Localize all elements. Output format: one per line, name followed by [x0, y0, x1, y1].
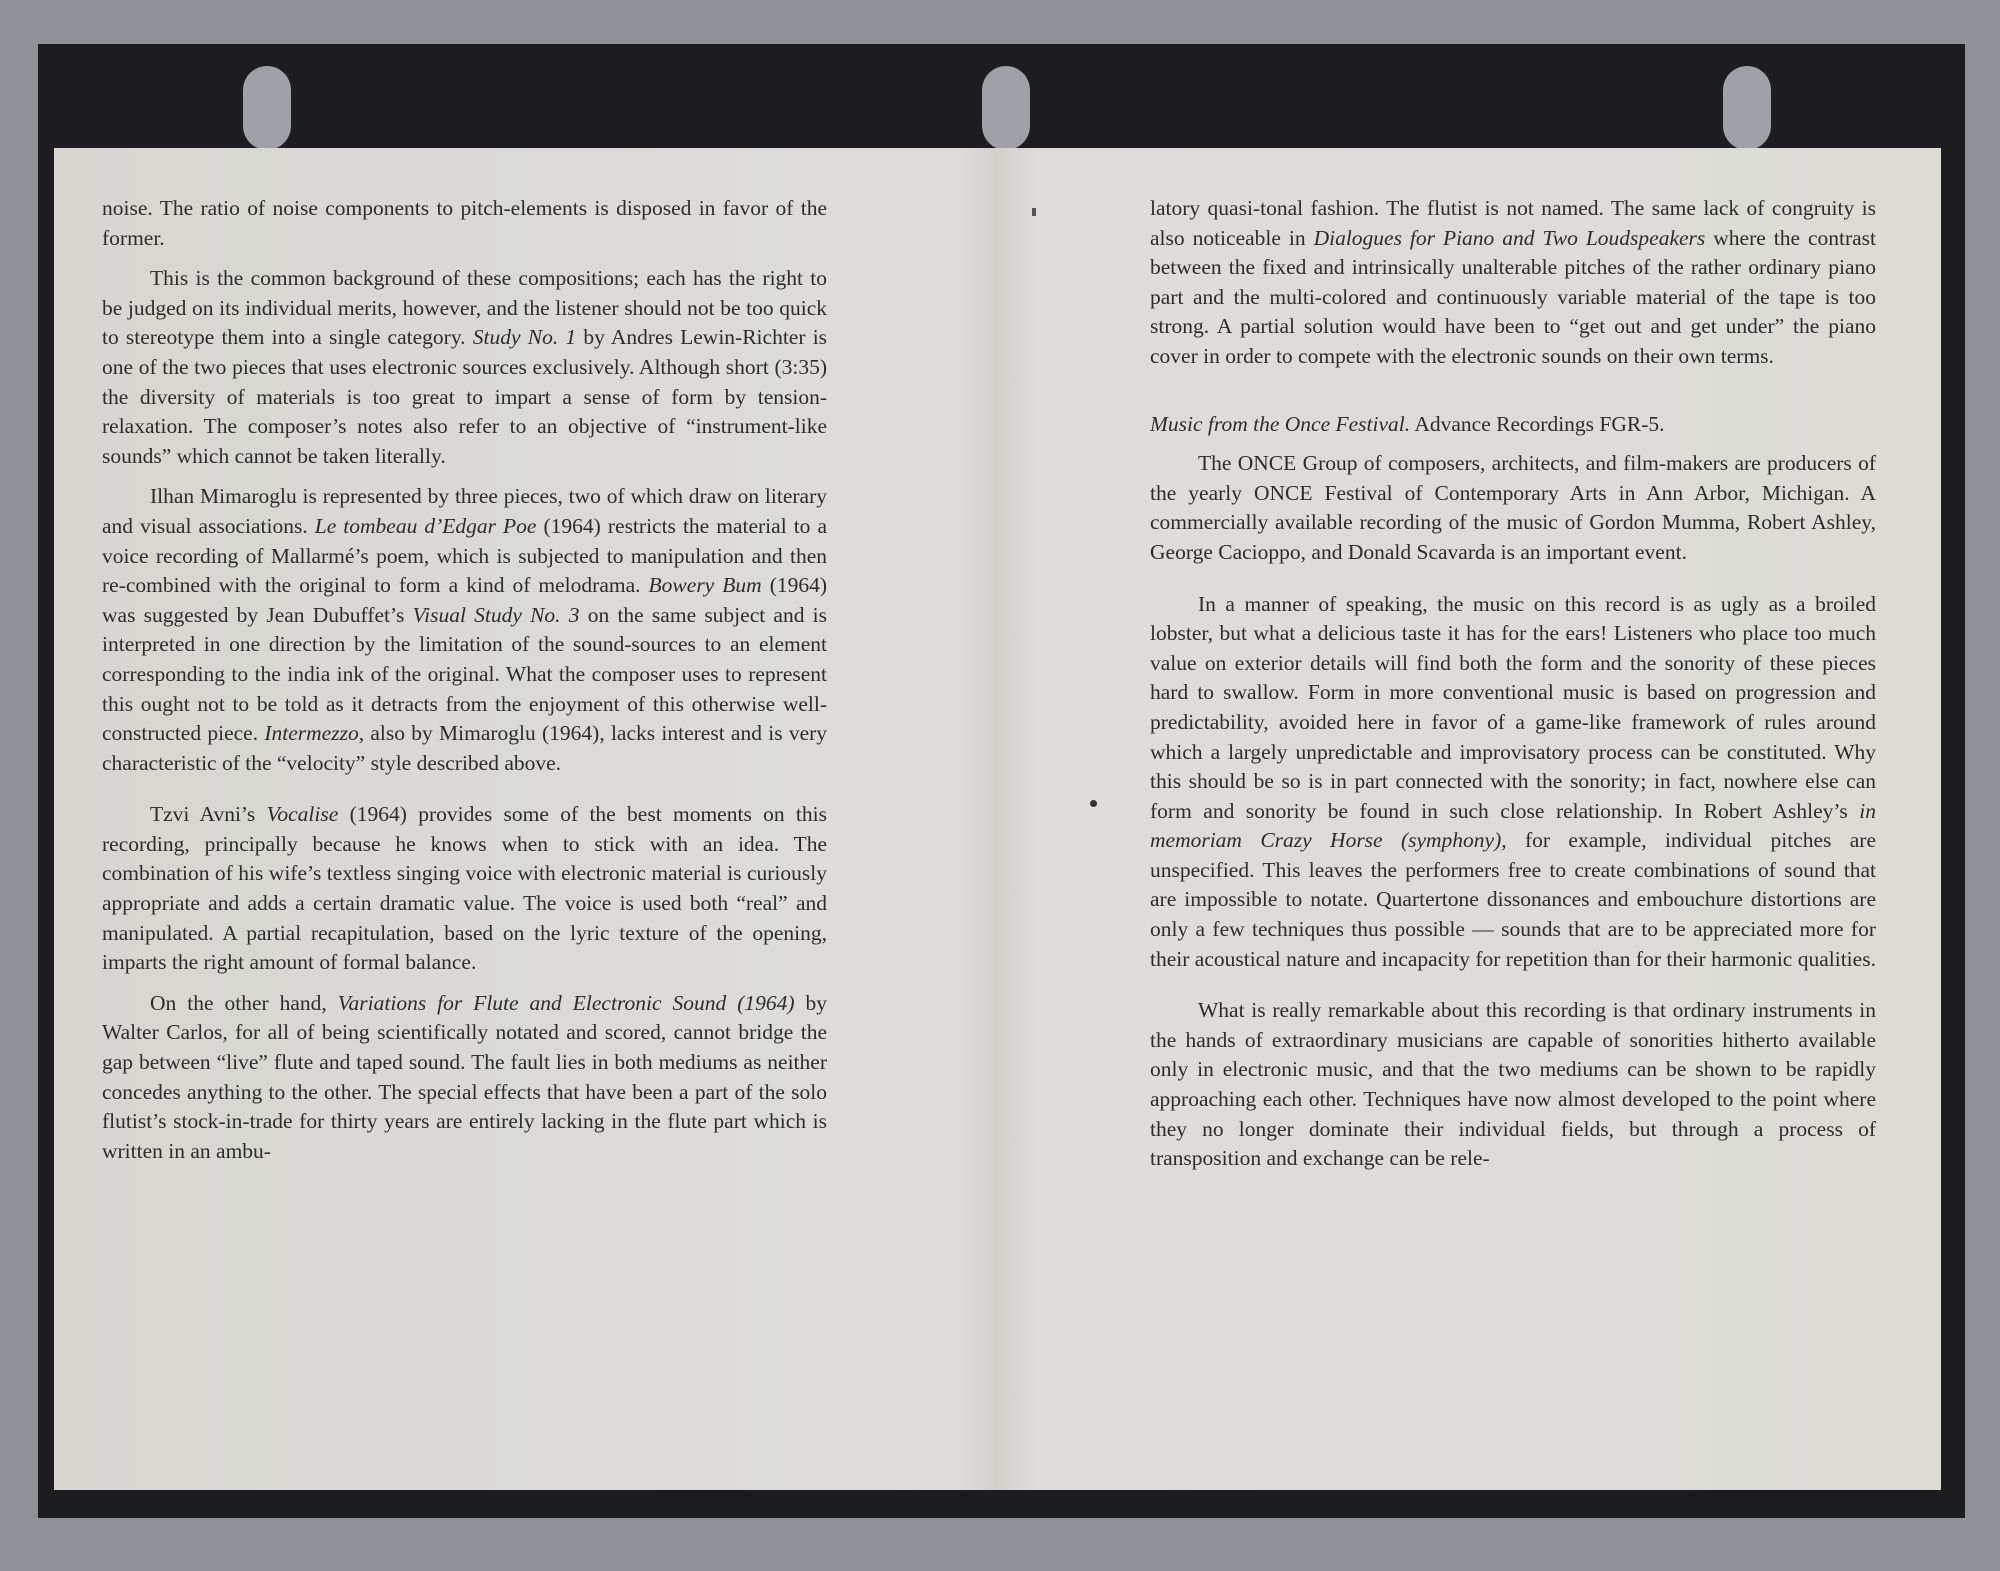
- right-paragraph-1: [1150, 194, 1876, 372]
- left-paragraph-5: [102, 989, 827, 1167]
- work-title: Bowery Bum: [648, 573, 762, 598]
- text-run: (1964) restricts the material to a voice recording of Mallarmé’s poem, which is subjected to manipulation and then re-combined with the original to form a kind of melodrama.: [102, 513, 827, 598]
- work-title: Dialogues for Piano and Two Loudspeakers: [1313, 225, 1706, 250]
- text-run: by Walter Carlos, for all of being scientifically notated and scored, cannot bridge the gap between “live” flute and taped sound. The fault lies in both mediums as neither concedes anything to the other. The special effects that have been a part of the solo flutist’s stock-in-trade for thirty years are entirely lacking in the flute part which is written in an ambu-: [102, 990, 828, 1163]
- right-page: [1150, 194, 1876, 1185]
- text-run: Tzvi Avni’s: [150, 802, 256, 827]
- text-run: by Andres Lewin-Richter is one of the two pieces that uses electronic sources exclusively. Although short (3:35) the diversity of materials is too great to impart a sense of form by tension-relaxation. The composer’s notes also refer to an objective of “instrument-like sounds” which cannot be taken literally.: [102, 325, 828, 468]
- right-paragraph-2: The ONCE Group of composers, architects, and film-makers are producers of the yearly ONCE Festival of Contemporary Arts in Ann Arbor, Michigan. A commercially available recording of the music of Gordon Mumma, Robert Ashley, George Cacioppo, and Donald Scavarda is an important event.: [1150, 451, 1876, 564]
- text-run: In a manner of speaking, the music on this record is as ugly as a broiled lobster, but what a delicious taste it has for the ears! Listeners who place too much value on exterior details will find both the form and the sonority of these pieces hard to swallow. Form in more conventional music is based on progression and predictability, avoided here in favor of a game-like framework of rules around which a largely unpredictable and improvisatory process can be constituted. Why this should be so is in part connected with the sonority; in fact, nowhere else can form and sonority be found in such close relationship. In Robert Ashley’s: [1150, 591, 1876, 823]
- work-title: Le tombeau d’Edgar Poe: [314, 513, 537, 538]
- left-paragraph-1: noise. The ratio of noise components to pitch-elements is disposed in favor of the former.: [102, 196, 827, 250]
- left-page: [102, 194, 827, 1177]
- text-run: also by Mimaroglu (1964), lacks interest and is very characteristic of the “velocity” style described above.: [102, 721, 828, 775]
- text-run: on the same subject and is interpreted in one direction by the limitation of the sound-sources to an element corresponding to the india ink of the original. What the composer uses to represent this ought not to be told as it detracts from the enjoyment of this otherwise well-constructed piece.: [102, 602, 828, 746]
- spine-mark: [1032, 208, 1036, 216]
- work-title: Variations for Flute and Electronic Sound (1964): [337, 990, 795, 1015]
- text-run: (1964) provides some of the best moments on this recording, principally because he knows when to stick with an idea. The combination of his wife’s textless singing voice with electronic material is curiously appropriate and adds a certain dramatic value. The voice is used both “real” and manipulated. A partial recapitulation, based on the lyric texture of the opening, imparts the right amount of formal balance.: [102, 802, 827, 975]
- text-run: This is the common background of these compositions; each has the right to be judged on its individual merits, however, and the listener should not be too quick to stereotype them into a single category.: [102, 266, 827, 350]
- work-title: in memoriam Crazy Horse (symphony),: [1150, 798, 1876, 853]
- left-paragraph-4: [102, 800, 827, 978]
- left-paragraph-3: [102, 482, 827, 778]
- record-title: Music from the Once Festival.: [1150, 411, 1411, 436]
- ink-dot: [1090, 800, 1097, 807]
- binder-hole: [982, 66, 1030, 150]
- right-paragraph-4: What is really remarkable about this recording is that ordinary instruments in the hands of extraordinary musicians are capable of sonorities hitherto available only in electronic music, and that the two mediums can be shown to be rapidly approaching each other. Techniques have now almost developed to the point where they no longer dominate their individual fields, but through a process of transposition and exchange can be rele-: [1150, 998, 1876, 1171]
- binder-hole: [1723, 66, 1771, 150]
- right-paragraph-3: [1150, 590, 1876, 975]
- work-title: Intermezzo,: [264, 721, 365, 746]
- paper-spread: [54, 148, 1941, 1490]
- record-label: Advance Recordings FGR-5.: [1414, 411, 1665, 436]
- work-title: Study No. 1: [472, 325, 577, 350]
- work-title: Vocalise: [266, 802, 339, 827]
- text-run: latory quasi-tonal fashion. The flutist is not named. The same lack of congruity is also noticeable in: [1150, 196, 1876, 250]
- text-run: On the other hand,: [150, 990, 327, 1015]
- left-paragraph-2: [102, 264, 827, 471]
- work-title: Visual Study No. 3: [412, 602, 580, 627]
- review-heading: [1150, 410, 1876, 440]
- binder-hole: [243, 66, 291, 150]
- text-run: for example, individual pitches are unspecified. This leaves the performers free to create combinations of sound that are impossible to notate. Quartertone dissonances and embouchure distortions are only a few techniques thus possible — sounds that are to be appreciated more for their acoustical nature and incapacity for repetition than for their harmonic qualities.: [1150, 828, 1876, 971]
- text-run: where the contrast between the fixed and intrinsically unalterable pitches of the rather ordinary piano part and the multi-colored and continuously variable material of the tape is too strong. A partial solution would have been to “get out and get under” the piano cover in order to compete with the electronic sounds on their own terms.: [1150, 225, 1877, 368]
- text-run: (1964) was suggested by Jean Dubuffet’s: [102, 573, 828, 627]
- text-run: Ilhan Mimaroglu is represented by three pieces, two of which draw on literary and visual associations.: [102, 484, 827, 538]
